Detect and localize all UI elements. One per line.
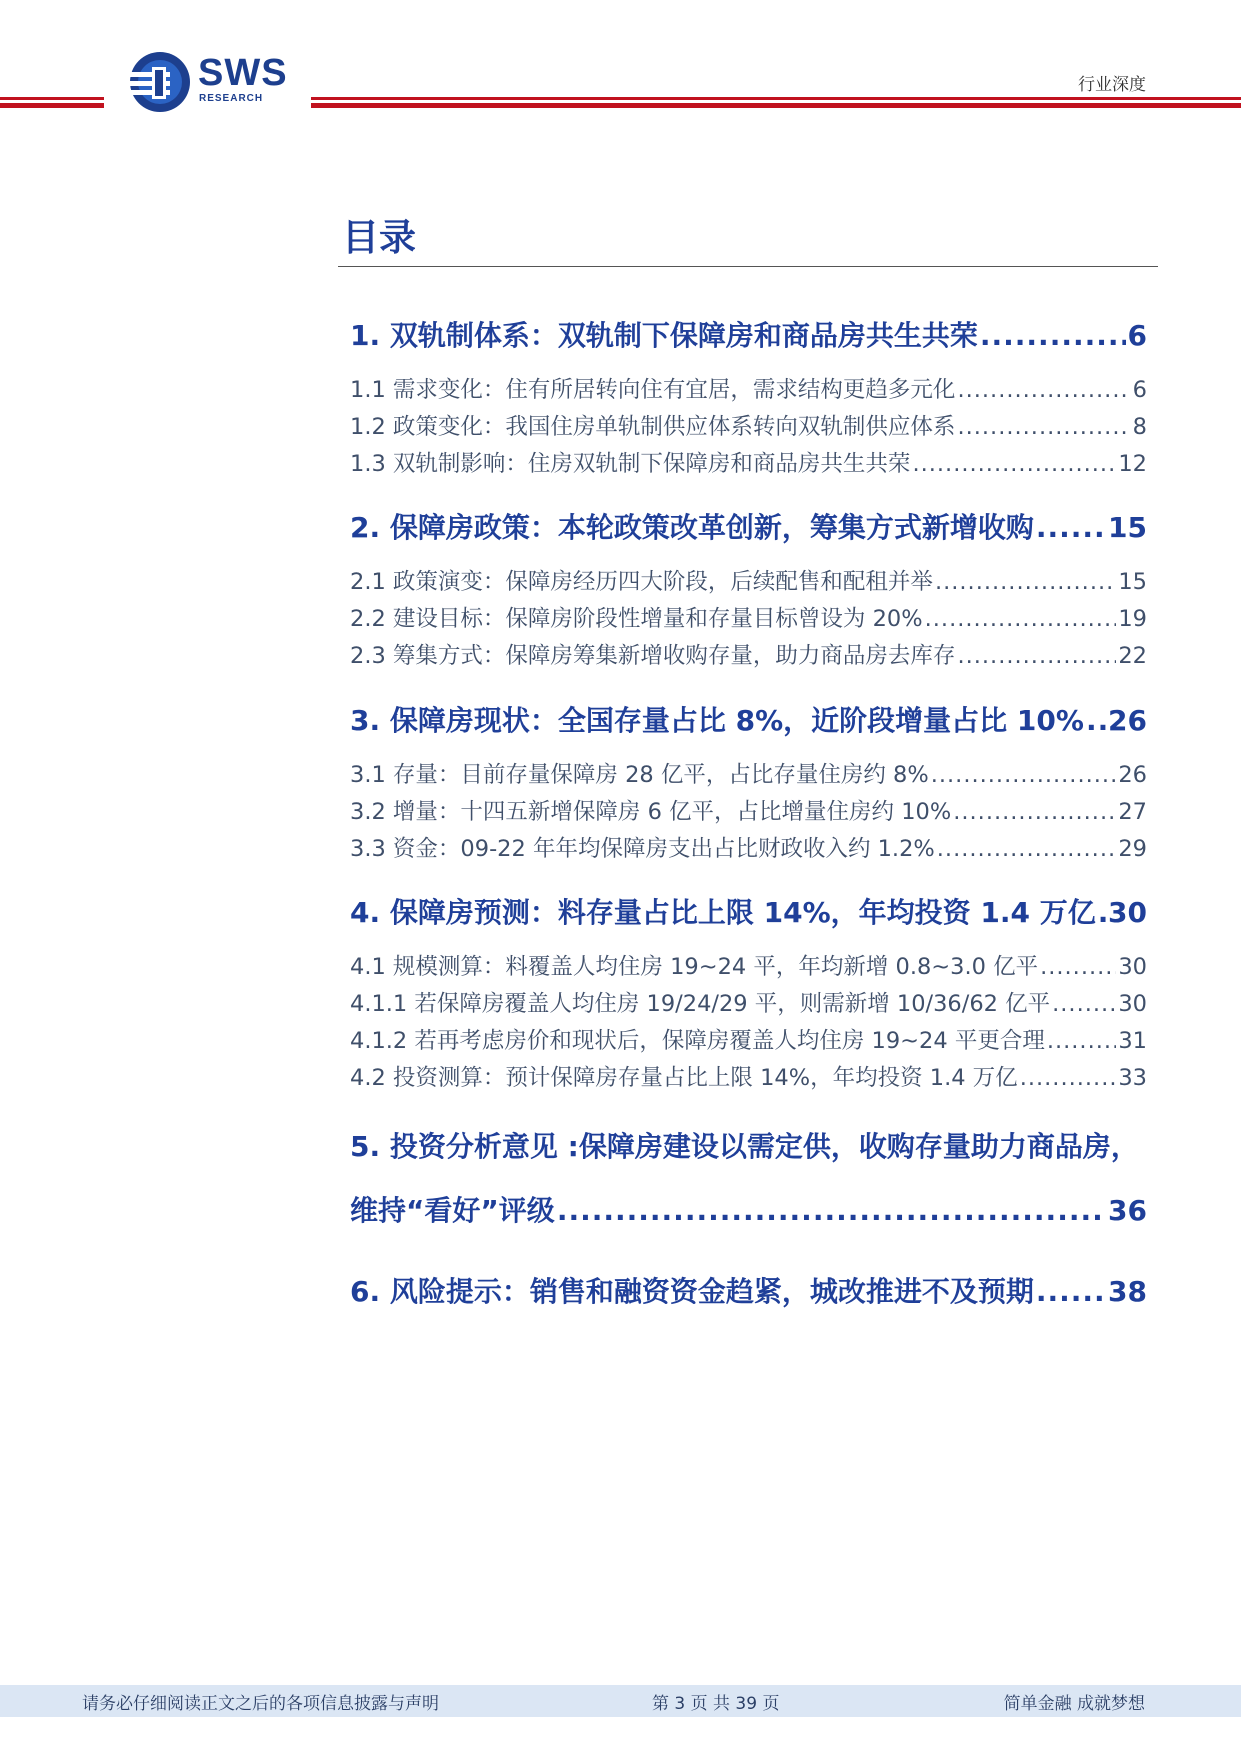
footer-disclaimer: 请务必仔细阅读正文之后的各项信息披露与声明: [82, 1694, 439, 1714]
toc-entry-5[interactable]: 维持“看好”评级 ..... 36: [350, 1189, 1147, 1229]
footer-page-info: 第 3 页 共 39 页: [652, 1694, 780, 1714]
toc-entry-4-1[interactable]: 4.1 规模测算：料覆盖人均住房 19~24 平，年均新增 0.8~3.0 亿平 ..... 30: [350, 949, 1147, 981]
toc-entry-4[interactable]: 4. 保障房预测：料存量占比上限 14%，年均投资 1.4 万亿 ..... 30: [350, 891, 1147, 931]
toc-entry-3[interactable]: 3. 保障房现状：全国存量占比 8%，近阶段增量占比 10% ..... 26: [350, 699, 1147, 739]
toc-entry-2-3[interactable]: 2.3 筹集方式：保障房筹集新增收购存量，助力商品房去库存 ..... 22: [350, 638, 1147, 670]
footer-slogan: 简单金融 成就梦想: [1003, 1694, 1145, 1714]
toc-entry-2-2[interactable]: 2.2 建设目标：保障房阶段性增量和存量目标曾设为 20% ..... 19: [350, 601, 1147, 633]
toc-entry-4-2[interactable]: 4.2 投资测算：预计保障房存量占比上限 14%，年均投资 1.4 万亿 ..... 33: [350, 1060, 1147, 1092]
toc-entry-4-1-2[interactable]: 4.1.2 若再考虑房价和现状后，保障房覆盖人均住房 19~24 平更合理 ..... 31: [350, 1023, 1147, 1055]
toc-entry-1-2[interactable]: 1.2 政策变化：我国住房单轨制供应体系转向双轨制供应体系 ..... 8: [350, 409, 1147, 441]
report-type-tag: 行业深度: [1078, 75, 1146, 95]
header-rule-left-thick: [0, 103, 104, 108]
header-rule-right: [311, 97, 1241, 100]
toc-entry-3-3[interactable]: 3.3 资金：09-22 年年均保障房支出占比财政收入约 1.2% ..... 29: [350, 831, 1147, 863]
toc-entry-2-1[interactable]: 2.1 政策演变：保障房经历四大阶段，后续配售和配租并举 ..... 15: [350, 564, 1147, 596]
toc-entry-4-1-1[interactable]: 4.1.1 若保障房覆盖人均住房 19/24/29 平，则需新增 10/36/62 亿平 ..... 30: [350, 986, 1147, 1018]
toc-entry-3-1[interactable]: 3.1 存量：目前存量保障房 28 亿平，占比存量住房约 8% ..... 26: [350, 757, 1147, 789]
logo-sub: RESEARCH: [199, 93, 264, 104]
toc-entry-3-2[interactable]: 3.2 增量：十四五新增保障房 6 亿平，占比增量住房约 10% ..... 27: [350, 794, 1147, 826]
toc-entry-1-3[interactable]: 1.3 双轨制影响：住房双轨制下保障房和商品房共生共荣 ..... 12: [350, 446, 1147, 478]
sws-logo: [128, 50, 288, 114]
page-footer: [0, 1685, 1241, 1717]
header-rule-left: [0, 97, 104, 100]
toc-entry-6[interactable]: 6. 风险提示：销售和融资资金趋紧，城改推进不及预期 ..... 38: [350, 1270, 1147, 1310]
toc-entry-1[interactable]: 1. 双轨制体系：双轨制下保障房和商品房共生共荣 ..... 6: [350, 314, 1147, 354]
sws-logo-icon: [128, 50, 192, 114]
logo-name: SWS: [198, 52, 288, 94]
toc-entry-2[interactable]: 2. 保障房政策：本轮政策改革创新，筹集方式新增收购 ..... 15: [350, 506, 1147, 546]
title-divider: [338, 266, 1158, 267]
toc-entry-5-line1[interactable]: 5. 投资分析意见 :保障房建设以需定供，收购存量助力商品房，: [350, 1130, 1139, 1163]
toc-entry-1-1[interactable]: 1.1 需求变化：住有所居转向住有宜居，需求结构更趋多元化 ..... 6: [350, 372, 1147, 404]
header-rule-right-thick: [311, 103, 1241, 108]
toc-title: 目录: [342, 216, 416, 259]
